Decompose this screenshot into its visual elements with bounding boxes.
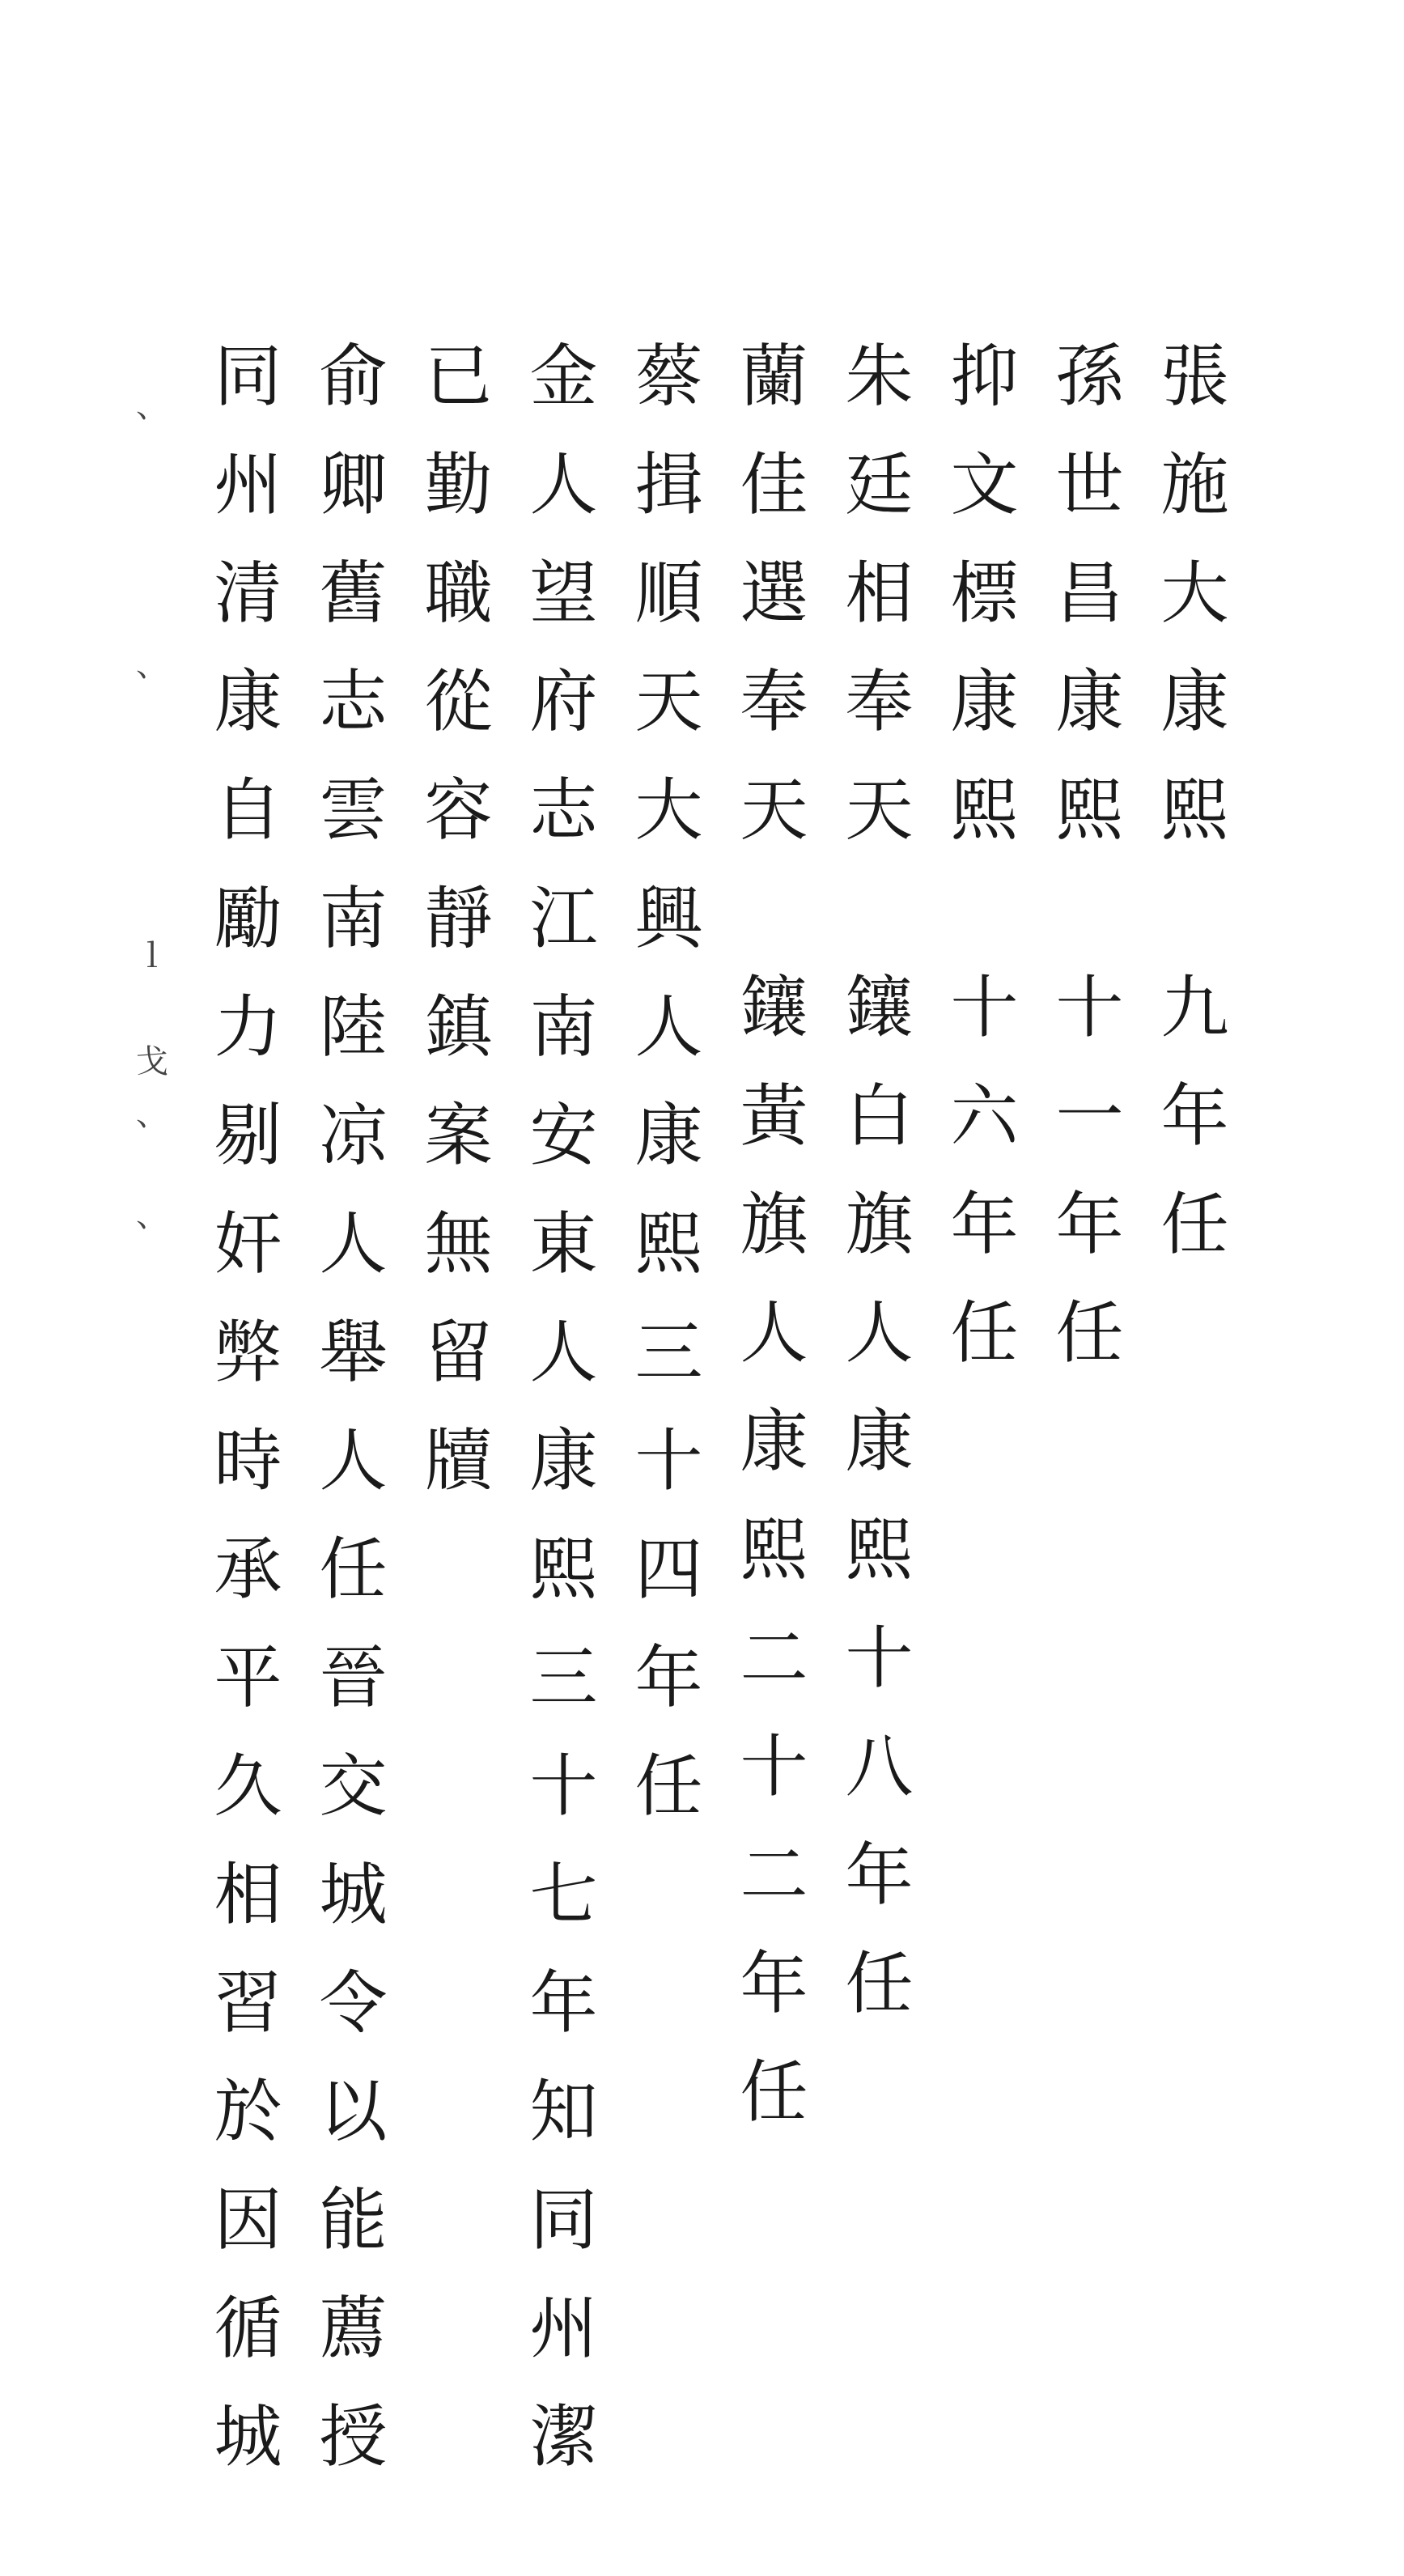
column-4-text-a: 朱廷相奉天 [834, 340, 914, 882]
text-column-8 [397, 340, 510, 1533]
column-6-text: 蔡揖順天大興人康熙三十四年任 [624, 340, 703, 1858]
text-column-2 [1028, 340, 1141, 1405]
text-column-3 [923, 340, 1036, 1405]
text-column-9 [291, 340, 405, 2509]
column-1-text-a: 張施大康熙 [1150, 340, 1229, 882]
edge-mark-5: 、 [136, 1096, 168, 1133]
column-8-text: 已勤職從容靜鎮案無留牘 [414, 340, 493, 1533]
column-1-text-b: 九年任 [1150, 971, 1229, 1296]
column-7-text: 金人望府志江南安東人康熙三十七年知同州潔 [519, 340, 598, 2509]
column-4-text-b: 鑲白旗人康熙十八年任 [834, 971, 914, 2056]
column-9-text: 俞卿舊志雲南陸凉人舉人任晉交城令以能薦授 [308, 340, 388, 2509]
column-10-text: 同州清康自勵力剔奸弊時承平久相習於因循城 [203, 340, 282, 2509]
edge-mark-1: 、 [136, 388, 168, 425]
text-column-4 [817, 340, 931, 2056]
edge-mark-4: 戈 [136, 1043, 168, 1080]
text-column-5 [712, 340, 825, 2164]
column-5-text-b: 鑲黃旗人康熙二十二年任 [729, 971, 808, 2164]
edge-mark-3: ｌ [136, 938, 168, 975]
text-column-1 [1133, 340, 1246, 1296]
column-5-text-a: 蘭佳選奉天 [729, 340, 808, 882]
column-3-text-b: 十六年任 [940, 971, 1019, 1405]
text-column-10 [186, 340, 299, 2509]
column-2-text-b: 十一年任 [1045, 971, 1124, 1405]
text-column-7 [502, 340, 615, 2509]
text-column-6 [607, 340, 720, 1858]
edge-mark-6: 、 [136, 1197, 168, 1234]
column-2-text-a: 孫世昌康熙 [1045, 340, 1124, 882]
column-3-text-a: 抑文標康熙 [940, 340, 1019, 882]
edge-mark-2: 、 [136, 647, 168, 684]
